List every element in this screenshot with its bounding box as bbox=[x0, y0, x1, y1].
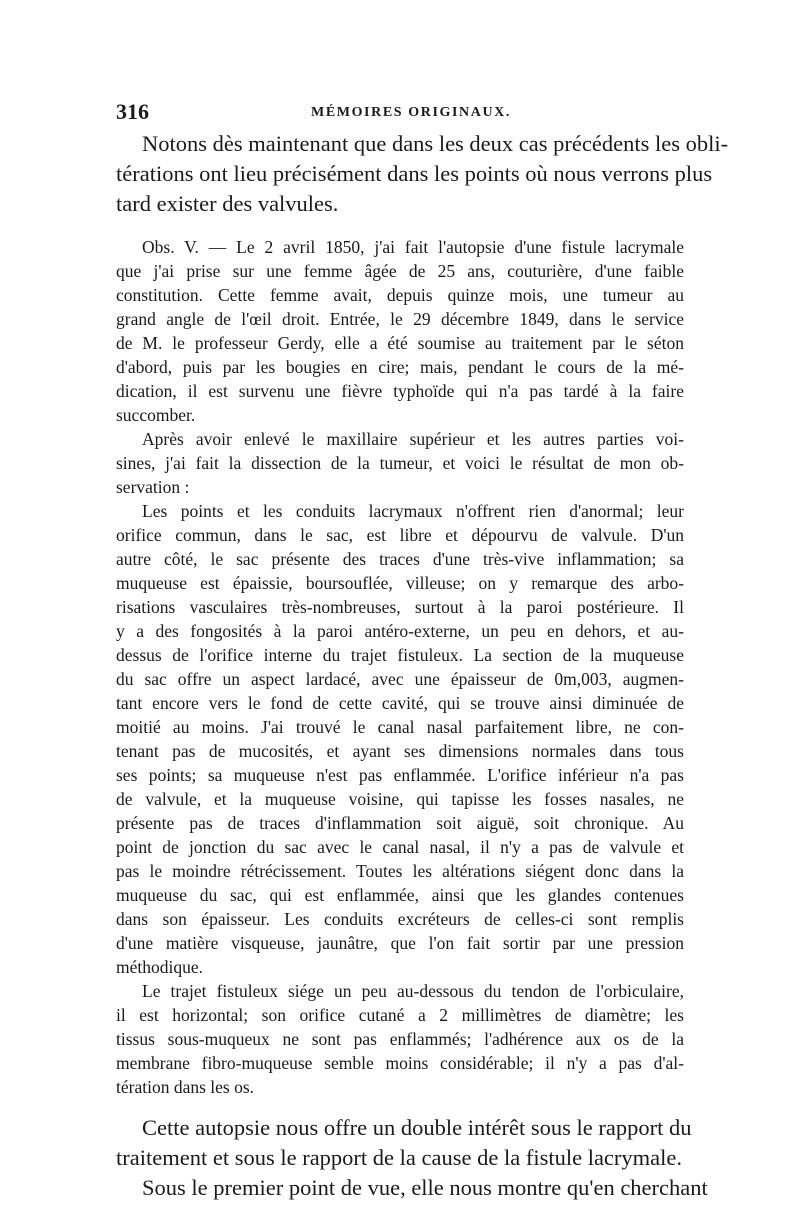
text-line: constitution. Cette femme avait, depuis quinze mois, une tumeur au bbox=[116, 285, 684, 305]
text-line: Cette autopsie nous offre un double intérêt sous le rapport du bbox=[142, 1115, 692, 1140]
text-line: il est horizontal; son orifice cutané a 2 millimètres de diamètre; les bbox=[116, 1005, 684, 1025]
text-line: tération dans les os. bbox=[116, 1077, 255, 1097]
text-line: tant encore vers le fond de cette cavité, qui se trouve ainsi diminuée de bbox=[116, 693, 684, 713]
text-line: tenant pas de mucosités, et ayant ses dimensions normales dans tous bbox=[116, 741, 684, 761]
text-line: Obs. V. — Le 2 avril 1850, j'ai fait l'autopsie d'une fistule lacrymale bbox=[142, 237, 684, 257]
text-line: membrane fibro-muqueuse semble moins considérable; il n'y a pas d'al- bbox=[116, 1053, 684, 1073]
text-line: grand angle de l'œil droit. Entrée, le 29 décembre 1849, dans le service bbox=[116, 309, 684, 329]
text-line: sines, j'ai fait la dissection de la tumeur, et voici le résultat de mon ob- bbox=[116, 453, 684, 473]
text-line: dessus de l'orifice interne du trajet fistuleux. La section de la muqueuse bbox=[116, 645, 684, 665]
text-line: point de jonction du sac avec le canal nasal, il n'y a pas de valvule et bbox=[116, 837, 684, 857]
running-head: MÉMOIRES ORIGINAUX. bbox=[311, 105, 511, 120]
text-line: méthodique. bbox=[116, 957, 203, 977]
text-line: ses points; sa muqueuse n'est pas enflammée. L'orifice inférieur n'a pas bbox=[116, 765, 684, 785]
text-line: autre côté, le sac présente des traces d'une très-vive inflammation; sa bbox=[116, 549, 684, 569]
text-line: Sous le premier point de vue, elle nous montre qu'en cherchant bbox=[142, 1175, 708, 1200]
text-line: traitement et sous le rapport de la cause de la fistule lacrymale. bbox=[116, 1145, 683, 1170]
page-header bbox=[116, 99, 684, 129]
text-line: tard exister des valvules. bbox=[116, 191, 339, 216]
text-line: du sac offre un aspect lardacé, avec une épaisseur de 0m,003, augmen- bbox=[116, 669, 684, 689]
text-line: muqueuse est épaissie, boursouflée, villeuse; on y remarque des arbo- bbox=[116, 573, 684, 593]
text-line: de valvule, et la muqueuse voisine, qui tapisse les fosses nasales, ne bbox=[116, 789, 684, 809]
text-line: Le trajet fistuleux siége un peu au-dessous du tendon de l'orbiculaire, bbox=[142, 981, 684, 1001]
text-line: moitié au moins. J'ai trouvé le canal nasal parfaitement libre, ne con- bbox=[116, 717, 684, 737]
text-line: dication, il est survenu une fièvre typhoïde qui n'a pas tardé à la faire bbox=[116, 381, 684, 401]
text-line: Après avoir enlevé le maxillaire supérieur et les autres parties voi- bbox=[142, 429, 684, 449]
text-line: d'abord, puis par les bougies en cire; mais, pendant le cours de la mé- bbox=[116, 357, 684, 377]
text-line: d'une matière visqueuse, jaunâtre, que l'on fait sortir par une pression bbox=[116, 933, 684, 953]
text-line: dans son épaisseur. Les conduits excréteurs de celles-ci sont remplis bbox=[116, 909, 684, 929]
text-line: orifice commun, dans le sac, est libre et dépourvu de valvule. D'un bbox=[116, 525, 684, 545]
text-line: tissus sous-muqueux ne sont pas enflammés; l'adhérence aux os de la bbox=[116, 1029, 684, 1049]
text-line: Les points et les conduits lacrymaux n'offrent rien d'anormal; leur bbox=[142, 501, 684, 521]
text-line: présente pas de traces d'inflammation soit aiguë, soit chronique. Au bbox=[116, 813, 684, 833]
text-line: muqueuse du sac, qui est enflammée, ainsi que les glandes contenues bbox=[116, 885, 684, 905]
text-line: pas le moindre rétrécissement. Toutes les altérations siégent donc dans la bbox=[116, 861, 684, 881]
text-line: que j'ai prise sur une femme âgée de 25 ans, couturière, d'une faible bbox=[116, 261, 684, 281]
text-line: térations ont lieu précisément dans les points où nous verrons plus bbox=[116, 161, 713, 186]
text-line: de M. le professeur Gerdy, elle a été soumise au traitement par le séton bbox=[116, 333, 684, 353]
text-line: risations vasculaires très-nombreuses, surtout à la paroi postérieure. Il bbox=[116, 597, 684, 617]
text-line: Notons dès maintenant que dans les deux cas précédents les obli- bbox=[142, 131, 729, 156]
text-line: succomber. bbox=[116, 405, 196, 425]
text-line: servation : bbox=[116, 477, 190, 497]
page-number: 316 bbox=[116, 99, 149, 124]
text-line: y a des fongosités à la paroi antéro-externe, un peu en dehors, et au- bbox=[116, 621, 684, 641]
